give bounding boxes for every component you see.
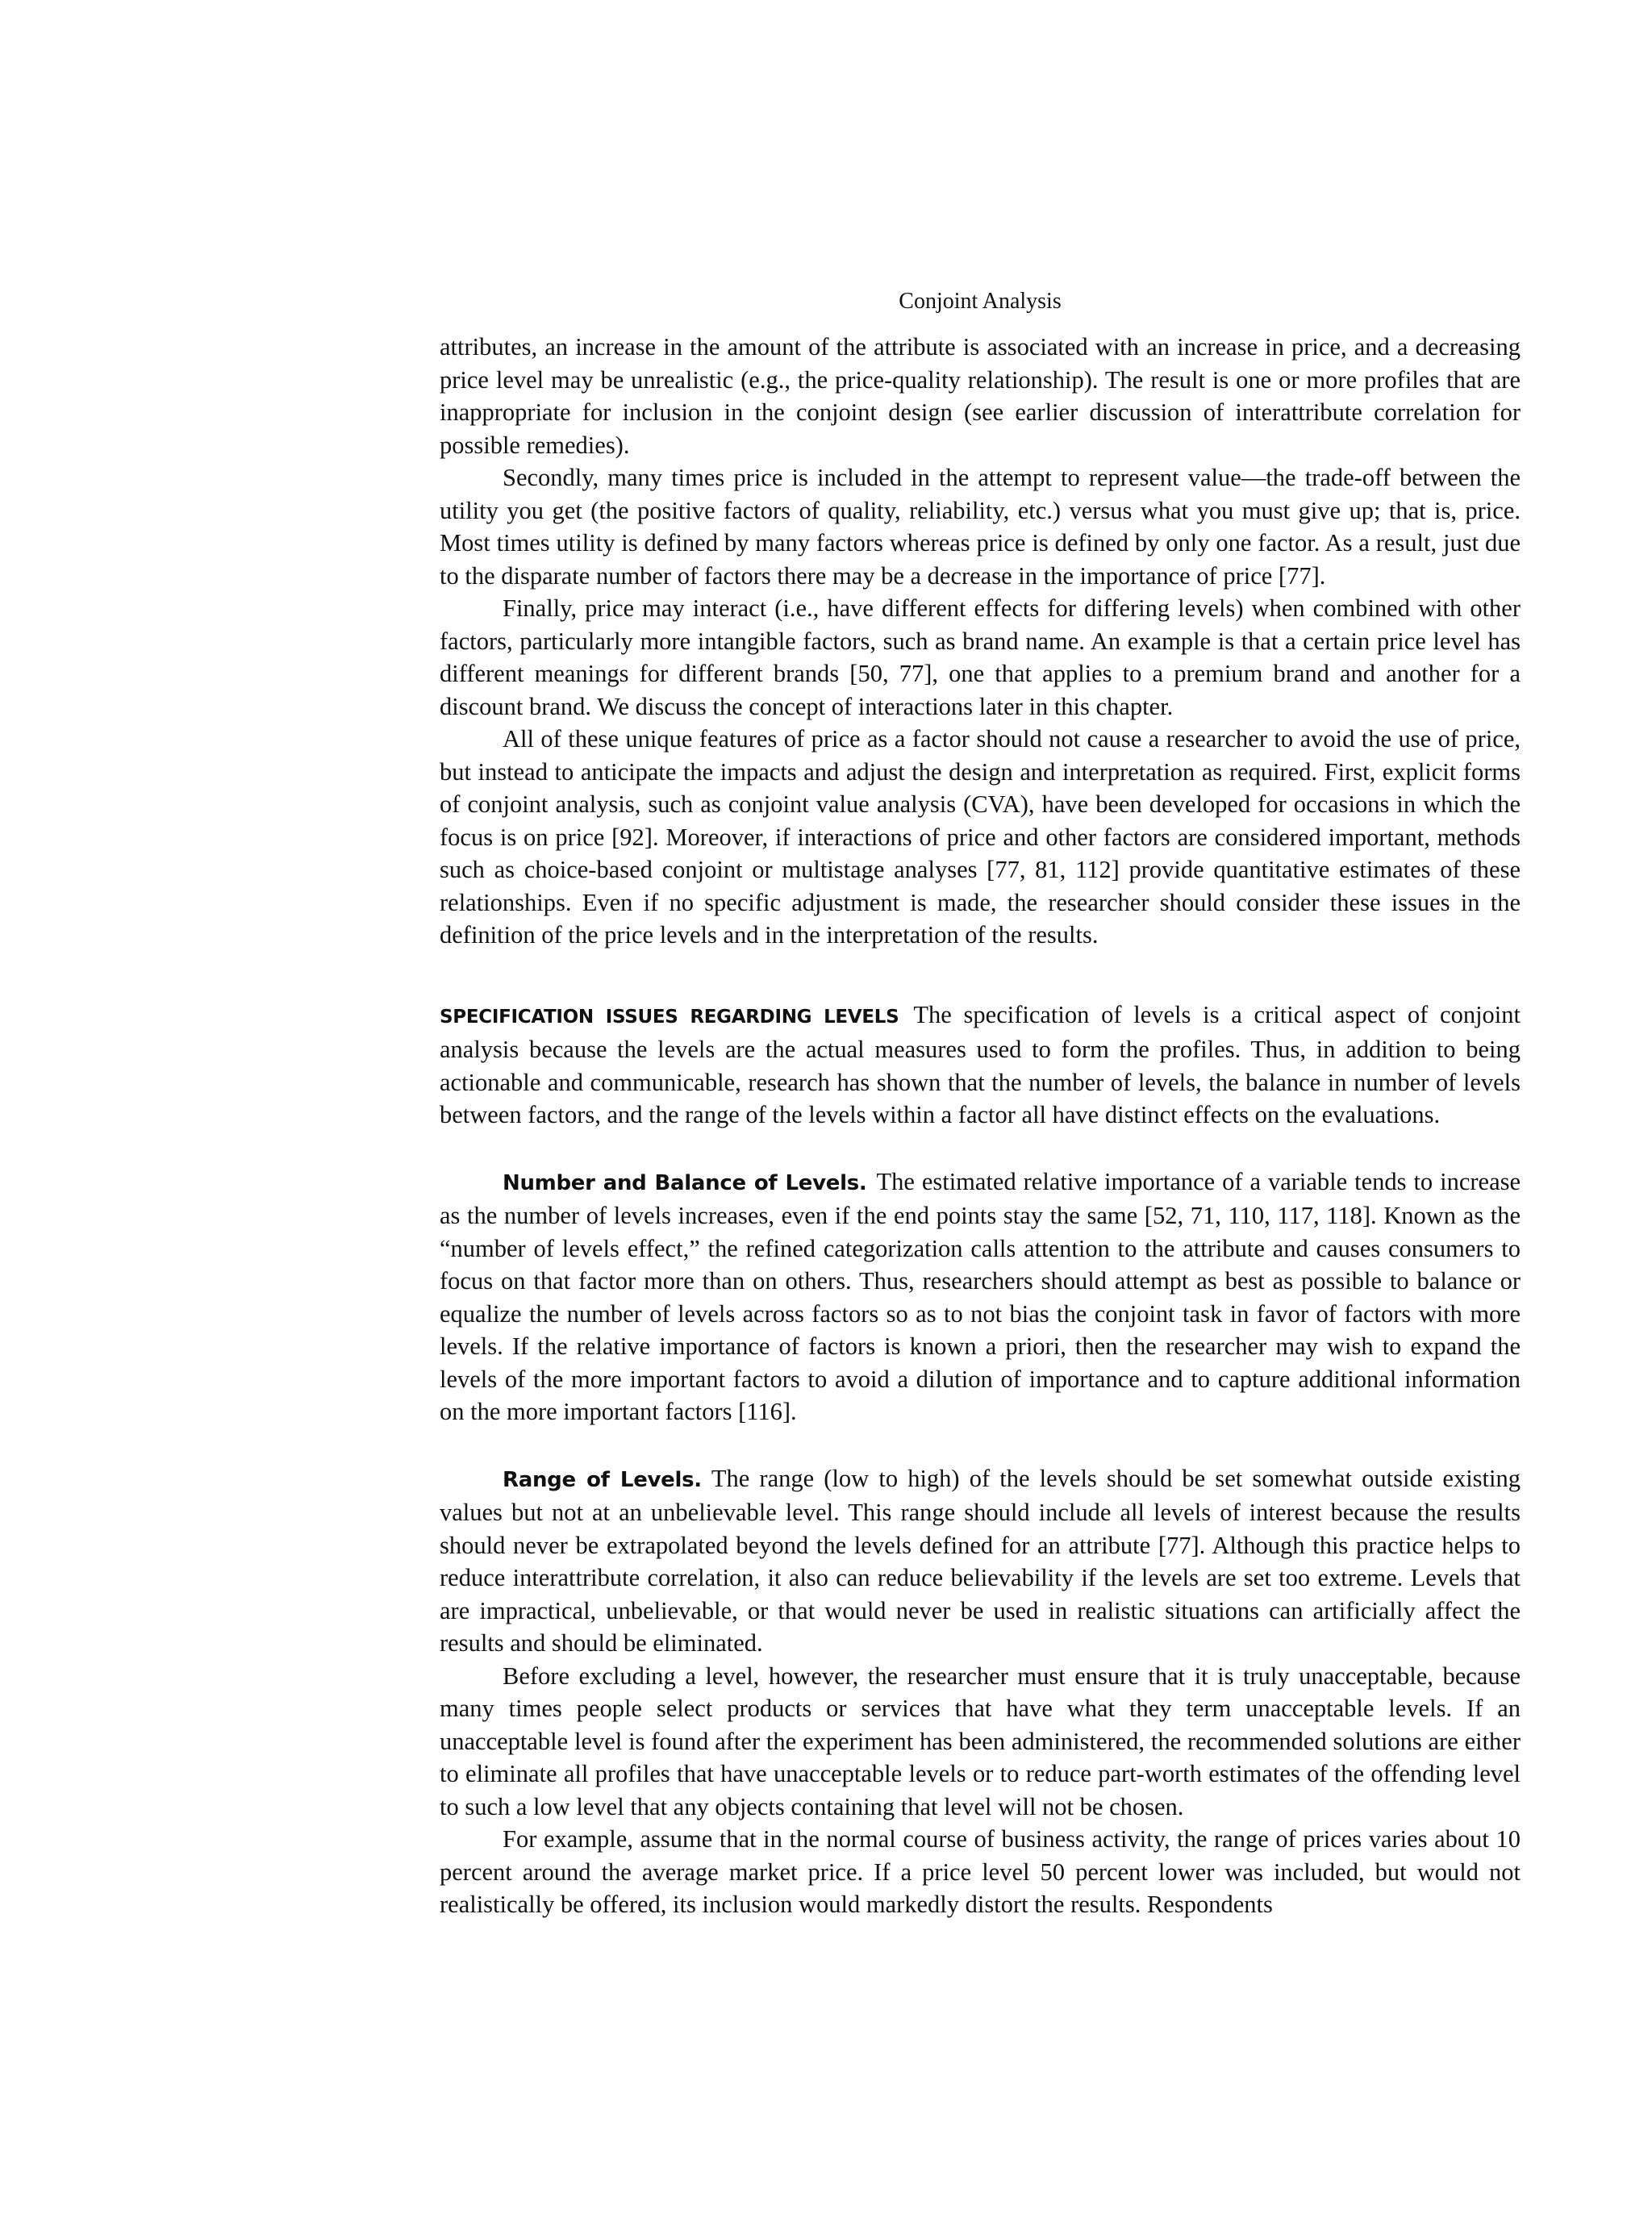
body-text xyxy=(440,331,1521,1921)
section-text: The specification of levels is a critical aspect of conjoint analysis because the levels are the actual measures used to form the profiles. Thus, in addition to being actionable and communicable, research has shown that the number of levels, the balance in number of levels between factors, and the range of the levels within a factor all have distinct effects on the evaluations. xyxy=(440,1000,1521,1128)
paragraph-for-example: For example, assume that in the normal course of business activity, the range of prices varies about 10 percent around the average market price. If a price level 50 percent lower was included, but would not realistically be offered, its inclusion would markedly distort the results. Respondents xyxy=(440,1825,1521,1918)
subsection-heading: Range of Levels. xyxy=(503,1467,702,1492)
subsection-heading: Number and Balance of Levels. xyxy=(503,1170,867,1195)
paragraph-unique-features: All of these unique features of price as a factor should not cause a researcher to avoid the use of price, but instead to anticipate the impacts and adjust the design and interpretation as required. First, explicit forms of conjoint analysis, such as conjoint value analysis (CVA), have been developed for occasions in which the focus is on price [92]. Moreover, if interactions of price and other factors are considered important, methods such as choice-based conjoint or multistage analyses [77, 81, 112] provide quantitative estimates of these relationships. Even if no specific adjustment is made, the researcher should consider these issues in the definition of the price levels and in the interpretation of the results. xyxy=(440,725,1521,949)
running-head: Conjoint Analysis xyxy=(899,289,1062,314)
paragraph-continued: attributes, an increase in the amount of the attribute is associated with an increase in price, and a decreasing price level may be unrealistic (e.g., the price-quality relationship). The result is one or more profiles that are inappropriate for inclusion in the conjoint design (see earlier discussion of interattribute correlation for possible remedies). xyxy=(440,333,1521,459)
paragraph-secondly: Secondly, many times price is included in the attempt to represent value—the trade-off between the utility you get (the positive factors of quality, reliability, etc.) versus what you must give up; that is, price. Most times utility is defined by many factors whereas price is defined by only one factor. As a result, just due to the disparate number of factors there may be a decrease in the importance of price [77]. xyxy=(440,464,1521,590)
paragraph-before-excluding: Before excluding a level, however, the researcher must ensure that it is truly unacceptable, because many times people select products or services that have what they term unacceptable levels. If an unacceptable level is found after the experiment has been administered, the recommended solutions are either to eliminate all profiles that have unacceptable levels or to reduce part-worth estimates of the offending level to such a low level that any objects containing that level will not be chosen. xyxy=(440,1662,1521,1820)
paragraph-finally: Finally, price may interact (i.e., have different effects for differing levels) when combined with other factors, particularly more intangible factors, such as brand name. An example is that a certain price level has different meanings for different brands [50, 77], one that applies to a premium brand and another for a discount brand. We discuss the concept of interactions later in this chapter. xyxy=(440,594,1521,720)
subsection-number-balance xyxy=(440,1165,1521,1428)
subsection-range-levels xyxy=(440,1462,1521,1660)
section-specification-levels xyxy=(440,999,1521,1132)
section-heading: SPECIFICATION ISSUES REGARDING LEVELS xyxy=(440,1006,899,1028)
subsection-text: The range (low to high) of the levels should be set somewhat outside existing values but not at an unbelievable level. This range should include all levels of interest because the results should never be extrapolated beyond the levels defined for an attribute [77]. Although this practice helps to reduce interattribute correlation, it also can reduce believability if the levels are set too extreme. Levels that are impractical, unbelievable, or that would never be used in realistic situations can artificially affect the results and should be eliminated. xyxy=(440,1464,1521,1657)
subsection-text: The estimated relative importance of a variable tends to increase as the number of levels increases, even if the end points stay the same [52, 71, 110, 117, 118]. Known as the “number of levels effect,” the refined categorization calls attention to the attribute and causes consumers to focus on that factor more than on others. Thus, researchers should attempt as best as possible to balance or equalize the number of levels across factors so as to not bias the conjoint task in favor of factors with more levels. If the relative importance of factors is known a priori, then the researcher may wish to expand the levels of the more important factors to avoid a dilution of importance and to capture additional information on the more important factors [116]. xyxy=(440,1167,1521,1425)
